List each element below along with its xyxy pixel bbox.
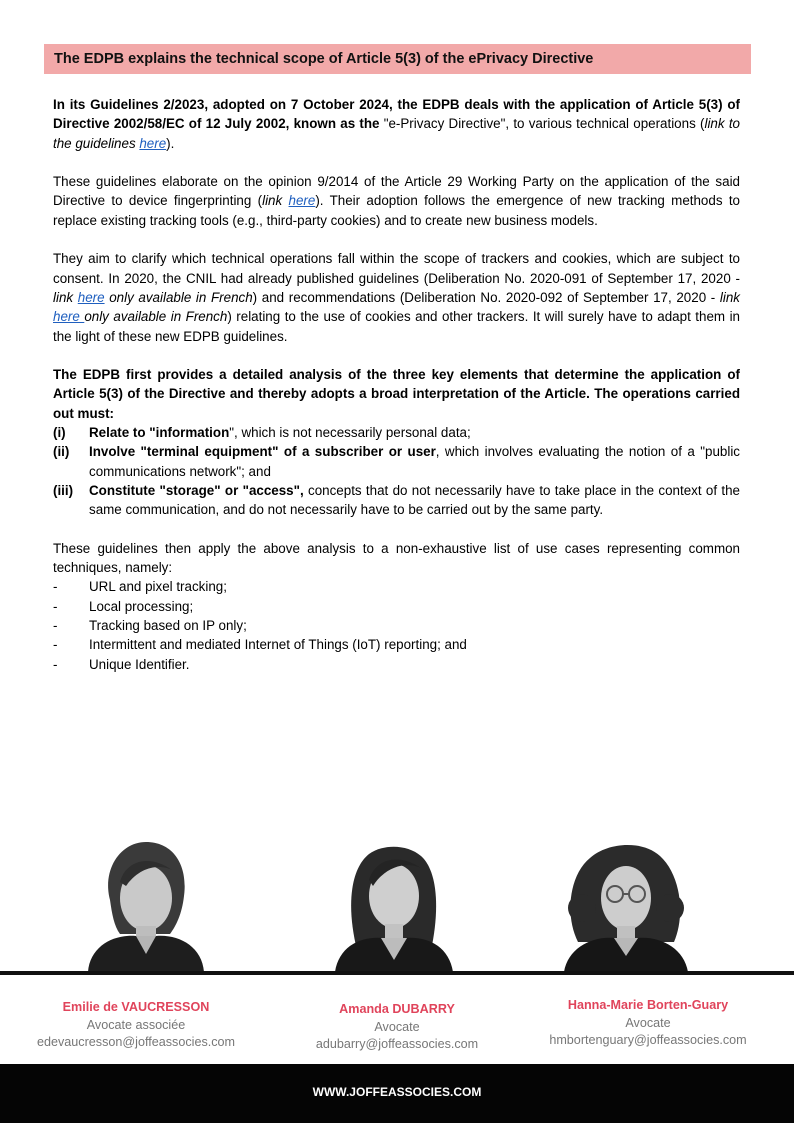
author-email[interactable]: hmbortenguary@joffeassocies.com	[549, 1033, 747, 1047]
intro-paragraph	[53, 95, 740, 153]
list-item	[53, 655, 740, 674]
list-item	[53, 442, 740, 481]
author-role: Avocate associée	[86, 1017, 186, 1032]
author-card	[528, 997, 768, 1050]
guidelines-link[interactable]: here	[139, 135, 167, 151]
cnil-italic-2: only available in French	[104, 289, 253, 305]
intro-bold: In its Guidelines 2/2023, adopted on 7 October 2024, the EDPB deals with the application of Article 5(3) of Directive 2002/58/EC of 12 July 2002, known as the	[53, 97, 740, 132]
list-item	[53, 597, 740, 616]
author-email[interactable]: adubarry@joffeassocies.com	[315, 1037, 479, 1051]
cnil-italic-3: link	[719, 289, 740, 305]
list-number: (iii)	[53, 482, 74, 498]
use-cases-list	[53, 577, 740, 673]
article-body	[53, 95, 740, 674]
author-card	[16, 999, 256, 1052]
list-item	[53, 481, 740, 520]
author-name: Emilie de VAUCRESSON	[62, 1000, 210, 1014]
list-dash: -	[53, 598, 58, 614]
cnil-paragraph	[53, 249, 740, 345]
list-item	[53, 616, 740, 635]
criterion-bold: Constitute "storage" or "access",	[89, 482, 304, 498]
list-dash: -	[53, 579, 58, 595]
criterion-bold: Involve "terminal equipment" of a subscriber or user	[89, 444, 436, 460]
use-case: Local processing;	[89, 598, 194, 614]
criterion-text: concepts that do not necessarily have to take place in the context of the same communication, and do not necessarily have to be carried out by the same party.	[89, 482, 740, 518]
list-dash: -	[53, 637, 58, 653]
author-role: Avocate	[625, 1015, 671, 1030]
section-title: The EDPB explains the technical scope of Article 5(3) of the ePrivacy Directive	[44, 44, 751, 74]
cnil-text: They aim to clarify which technical operations fall within the scope of trackers and cookies, which are subject to consent. In 2020, the CNIL had already published guidelines (Deliberation No. 2020-091 of September 17, 2020 -	[53, 251, 740, 286]
cnil-text-3: ) relating to the use of cookies and other trackers. It will surely have to adapt them in the light of these new EDPB guidelines.	[53, 309, 740, 344]
author-name: Amanda DUBARRY	[339, 1002, 455, 1016]
fingerprinting-italic: link	[262, 193, 289, 209]
divider-line	[0, 971, 794, 975]
criterion-text: , which involves evaluating the notion of a "public communications network"; and	[89, 444, 740, 479]
cnil-italic-4: only available in French	[84, 309, 228, 325]
cnil-recommendations-link[interactable]: here	[53, 309, 85, 325]
author-role: Avocate	[374, 1019, 420, 1034]
portrait-photo	[556, 830, 696, 972]
footer-website[interactable]: WWW.JOFFEASSOCIES.COM	[0, 1064, 794, 1123]
cnil-italic-1: link	[53, 289, 78, 305]
portrait-photo	[80, 830, 212, 972]
portrait-photo	[325, 830, 463, 972]
cnil-guidelines-link[interactable]: here	[77, 289, 105, 305]
use-case: Tracking based on IP only;	[89, 618, 247, 634]
use-cases-paragraph: These guidelines then apply the above analysis to a non-exhaustive list of use cases representing common techniques, namely:	[53, 540, 740, 576]
fingerprinting-paragraph	[53, 172, 740, 230]
intro-text: "e-Privacy Directive", to various technical operations (	[383, 116, 705, 132]
criterion-bold: Relate to "information	[89, 425, 230, 441]
criterion-text: ", which is not necessarily personal data;	[229, 425, 471, 441]
author-card	[277, 1001, 517, 1054]
list-item	[53, 423, 740, 442]
fingerprinting-text: These guidelines elaborate on the opinion 9/2014 of the Article 29 Working Party on the application of the said Directive to device fingerprinting (	[53, 174, 740, 209]
use-case: URL and pixel tracking;	[89, 579, 227, 595]
list-item	[53, 577, 740, 596]
opinion-link[interactable]: here	[288, 193, 316, 209]
author-email[interactable]: edevaucresson@joffeassocies.com	[36, 1035, 236, 1049]
list-dash: -	[53, 618, 58, 634]
intro-end: ).	[166, 135, 175, 151]
list-item	[53, 635, 740, 654]
list-number: (ii)	[53, 444, 70, 460]
criteria-list	[53, 423, 740, 519]
intro-italic: link to the guidelines	[53, 116, 740, 151]
list-number: (i)	[53, 425, 66, 441]
use-case: Unique Identifier.	[89, 656, 190, 672]
list-dash: -	[53, 656, 58, 672]
author-name: Hanna-Marie Borten-Guary	[567, 998, 729, 1012]
fingerprinting-rest: ). Their adoption follows the emergence of new tracking methods to replace existing tracking tools (e.g., third-party cookies) and to create new business models.	[53, 193, 741, 228]
analysis-paragraph	[53, 365, 740, 423]
cnil-text-2: ) and recommendations (Deliberation No. 2020-092 of September 17, 2020 -	[252, 289, 720, 305]
analysis-bold: The EDPB first provides a detailed analysis of the three key elements that determine the application of Article 5(3) of the Directive and thereby adopts a broad interpretation of the Article. The operations carried out must:	[53, 367, 740, 421]
use-case: Intermittent and mediated Internet of Things (IoT) reporting; and	[89, 637, 467, 653]
